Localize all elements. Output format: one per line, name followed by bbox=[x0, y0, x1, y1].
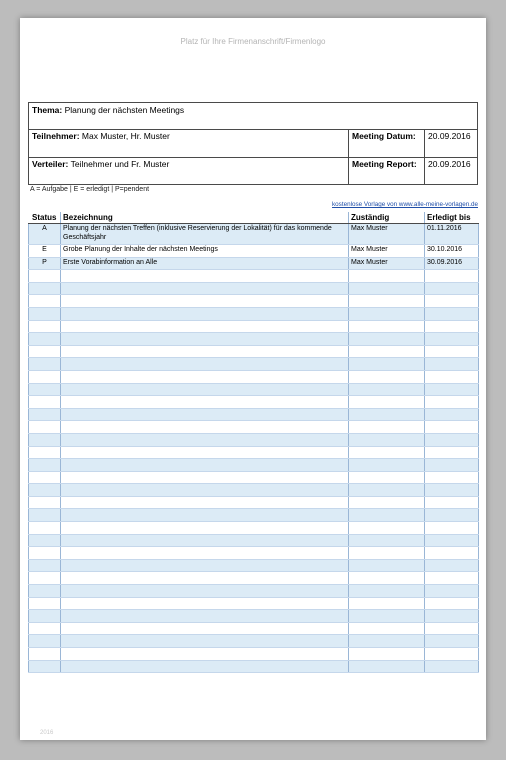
responsible-cell[interactable] bbox=[349, 585, 425, 598]
distribution-row bbox=[29, 157, 477, 184]
responsible-cell[interactable] bbox=[349, 295, 425, 308]
status-cell[interactable] bbox=[29, 408, 61, 421]
footer-mark: 2016 bbox=[40, 730, 54, 736]
responsible-cell[interactable] bbox=[349, 509, 425, 522]
empty-table-row bbox=[29, 282, 479, 295]
empty-table-row bbox=[29, 307, 479, 320]
empty-table-row bbox=[29, 534, 479, 547]
due-date-cell[interactable] bbox=[425, 572, 479, 585]
due-date-cell[interactable] bbox=[425, 282, 479, 295]
status-cell[interactable] bbox=[29, 635, 61, 648]
description-cell[interactable] bbox=[61, 307, 349, 320]
responsible-cell[interactable] bbox=[349, 282, 425, 295]
due-date-cell[interactable]: 30.10.2016 bbox=[425, 245, 479, 258]
empty-table-row bbox=[29, 572, 479, 585]
empty-table-row bbox=[29, 610, 479, 623]
status-cell[interactable] bbox=[29, 370, 61, 383]
task-table bbox=[28, 212, 479, 673]
status-cell[interactable] bbox=[29, 295, 61, 308]
empty-table-row bbox=[29, 660, 479, 673]
status-cell[interactable] bbox=[29, 307, 61, 320]
due-date-cell[interactable] bbox=[425, 585, 479, 598]
description-cell[interactable] bbox=[61, 383, 349, 396]
responsible-cell[interactable] bbox=[349, 610, 425, 623]
responsible-cell[interactable] bbox=[349, 572, 425, 585]
description-cell[interactable] bbox=[61, 534, 349, 547]
report-date-value: 20.09.2016 bbox=[428, 159, 471, 169]
column-header-responsible: Zuständig bbox=[349, 212, 425, 224]
description-cell[interactable] bbox=[61, 333, 349, 346]
participants-label: Teilnehmer: bbox=[32, 131, 80, 141]
distribution-label: Verteiler: bbox=[32, 159, 69, 169]
description-cell[interactable] bbox=[61, 572, 349, 585]
responsible-cell[interactable]: Max Muster bbox=[349, 257, 425, 270]
responsible-cell[interactable] bbox=[349, 270, 425, 283]
responsible-cell[interactable] bbox=[349, 648, 425, 661]
empty-table-row bbox=[29, 522, 479, 535]
status-cell[interactable] bbox=[29, 622, 61, 635]
empty-table-row bbox=[29, 333, 479, 346]
due-date-cell[interactable] bbox=[425, 635, 479, 648]
responsible-cell[interactable] bbox=[349, 408, 425, 421]
empty-table-row bbox=[29, 358, 479, 371]
topic-row bbox=[29, 103, 477, 130]
due-date-cell[interactable] bbox=[425, 345, 479, 358]
status-cell[interactable] bbox=[29, 559, 61, 572]
description-cell[interactable] bbox=[61, 648, 349, 661]
empty-table-row bbox=[29, 648, 479, 661]
empty-table-row bbox=[29, 635, 479, 648]
status-cell[interactable] bbox=[29, 459, 61, 472]
meeting-header-box bbox=[28, 102, 478, 185]
responsible-cell[interactable] bbox=[349, 622, 425, 635]
empty-table-row bbox=[29, 597, 479, 610]
status-cell[interactable] bbox=[29, 471, 61, 484]
status-cell[interactable] bbox=[29, 320, 61, 333]
document-page bbox=[20, 18, 486, 740]
status-cell[interactable] bbox=[29, 396, 61, 409]
description-cell[interactable] bbox=[61, 459, 349, 472]
responsible-cell[interactable] bbox=[349, 307, 425, 320]
responsible-cell[interactable] bbox=[349, 421, 425, 434]
description-cell[interactable] bbox=[61, 509, 349, 522]
due-date-cell[interactable] bbox=[425, 547, 479, 560]
due-date-cell[interactable] bbox=[425, 660, 479, 673]
description-cell[interactable] bbox=[61, 522, 349, 535]
due-date-cell[interactable] bbox=[425, 534, 479, 547]
description-cell[interactable] bbox=[61, 433, 349, 446]
due-date-cell[interactable] bbox=[425, 610, 479, 623]
topic-label: Thema: bbox=[32, 105, 63, 115]
responsible-cell[interactable]: Max Muster bbox=[349, 224, 425, 245]
due-date-cell[interactable] bbox=[425, 396, 479, 409]
status-cell[interactable] bbox=[29, 270, 61, 283]
due-date-cell[interactable] bbox=[425, 522, 479, 535]
empty-table-row bbox=[29, 433, 479, 446]
status-cell[interactable] bbox=[29, 610, 61, 623]
status-legend: A = Aufgabe | E = erledigt | P=pendent bbox=[30, 186, 150, 193]
description-cell[interactable] bbox=[61, 496, 349, 509]
empty-table-row bbox=[29, 509, 479, 522]
status-cell[interactable] bbox=[29, 345, 61, 358]
due-date-cell[interactable] bbox=[425, 307, 479, 320]
empty-table-row bbox=[29, 559, 479, 572]
status-cell[interactable] bbox=[29, 572, 61, 585]
responsible-cell[interactable] bbox=[349, 446, 425, 459]
responsible-cell[interactable] bbox=[349, 370, 425, 383]
status-cell[interactable] bbox=[29, 509, 61, 522]
meeting-date-value: 20.09.2016 bbox=[428, 131, 471, 141]
empty-table-row bbox=[29, 383, 479, 396]
column-header-status: Status bbox=[29, 212, 61, 224]
empty-table-row bbox=[29, 320, 479, 333]
description-cell[interactable] bbox=[61, 370, 349, 383]
description-cell[interactable] bbox=[61, 547, 349, 560]
due-date-cell[interactable] bbox=[425, 320, 479, 333]
due-date-cell[interactable] bbox=[425, 421, 479, 434]
table-row bbox=[29, 257, 479, 270]
status-cell[interactable] bbox=[29, 585, 61, 598]
due-date-cell[interactable] bbox=[425, 383, 479, 396]
empty-table-row bbox=[29, 585, 479, 598]
description-cell[interactable] bbox=[61, 610, 349, 623]
table-row bbox=[29, 224, 479, 245]
template-link[interactable]: kostenlose Vorlage von www.alle-meine-vorlagen.de bbox=[332, 201, 478, 208]
due-date-cell[interactable] bbox=[425, 471, 479, 484]
description-cell[interactable] bbox=[61, 396, 349, 409]
status-cell[interactable] bbox=[29, 358, 61, 371]
description-cell[interactable]: Planung der nächsten Treffen (inklusive Reservierung der Lokalität) für das kommende Geschäftsjahr bbox=[61, 224, 349, 245]
description-cell[interactable] bbox=[61, 345, 349, 358]
status-cell[interactable] bbox=[29, 660, 61, 673]
responsible-cell[interactable] bbox=[349, 660, 425, 673]
empty-table-row bbox=[29, 496, 479, 509]
empty-table-row bbox=[29, 295, 479, 308]
company-logo-placeholder: Platz für Ihre Firmenanschrift/Firmenlogo bbox=[180, 37, 326, 46]
status-cell[interactable] bbox=[29, 597, 61, 610]
empty-table-row bbox=[29, 622, 479, 635]
due-date-cell[interactable] bbox=[425, 370, 479, 383]
empty-table-row bbox=[29, 471, 479, 484]
status-cell[interactable] bbox=[29, 383, 61, 396]
due-date-cell[interactable] bbox=[425, 333, 479, 346]
status-cell[interactable] bbox=[29, 484, 61, 497]
responsible-cell[interactable] bbox=[349, 396, 425, 409]
status-cell[interactable] bbox=[29, 333, 61, 346]
status-cell[interactable] bbox=[29, 421, 61, 434]
description-cell[interactable] bbox=[61, 471, 349, 484]
responsible-cell[interactable] bbox=[349, 383, 425, 396]
description-cell[interactable] bbox=[61, 635, 349, 648]
responsible-cell[interactable] bbox=[349, 496, 425, 509]
status-cell[interactable] bbox=[29, 446, 61, 459]
empty-table-row bbox=[29, 396, 479, 409]
responsible-cell[interactable] bbox=[349, 547, 425, 560]
table-header-row bbox=[29, 212, 479, 224]
due-date-cell[interactable] bbox=[425, 484, 479, 497]
responsible-cell[interactable] bbox=[349, 635, 425, 648]
responsible-cell[interactable]: Max Muster bbox=[349, 245, 425, 258]
description-cell[interactable] bbox=[61, 585, 349, 598]
due-date-cell[interactable] bbox=[425, 433, 479, 446]
description-cell[interactable] bbox=[61, 358, 349, 371]
due-date-cell[interactable] bbox=[425, 559, 479, 572]
responsible-cell[interactable] bbox=[349, 522, 425, 535]
description-cell[interactable] bbox=[61, 295, 349, 308]
report-label: Meeting Report: bbox=[352, 159, 417, 169]
due-date-cell[interactable] bbox=[425, 358, 479, 371]
status-cell[interactable] bbox=[29, 433, 61, 446]
status-cell[interactable]: A bbox=[29, 224, 61, 245]
empty-table-row bbox=[29, 408, 479, 421]
description-cell[interactable] bbox=[61, 282, 349, 295]
distribution-value: Teilnehmer und Fr. Muster bbox=[70, 159, 170, 169]
description-cell[interactable]: Erste Vorabinformation an Alle bbox=[61, 257, 349, 270]
topic-value: Planung der nächsten Meetings bbox=[64, 105, 185, 115]
column-header-description: Bezeichnung bbox=[61, 212, 349, 224]
responsible-cell[interactable] bbox=[349, 320, 425, 333]
due-date-cell[interactable] bbox=[425, 446, 479, 459]
table-row bbox=[29, 245, 479, 258]
description-cell[interactable] bbox=[61, 320, 349, 333]
responsible-cell[interactable] bbox=[349, 459, 425, 472]
due-date-cell[interactable]: 30.09.2016 bbox=[425, 257, 479, 270]
participants-row bbox=[29, 129, 477, 158]
due-date-cell[interactable] bbox=[425, 648, 479, 661]
due-date-cell[interactable] bbox=[425, 622, 479, 635]
description-cell[interactable] bbox=[61, 622, 349, 635]
due-date-cell[interactable] bbox=[425, 597, 479, 610]
status-cell[interactable] bbox=[29, 648, 61, 661]
due-date-cell[interactable]: 01.11.2016 bbox=[425, 224, 479, 245]
status-cell[interactable] bbox=[29, 496, 61, 509]
responsible-cell[interactable] bbox=[349, 471, 425, 484]
empty-table-row bbox=[29, 459, 479, 472]
participants-value: Max Muster, Hr. Muster bbox=[81, 131, 170, 141]
due-date-cell[interactable] bbox=[425, 270, 479, 283]
responsible-cell[interactable] bbox=[349, 358, 425, 371]
responsible-cell[interactable] bbox=[349, 433, 425, 446]
column-header-due: Erledigt bis bbox=[425, 212, 479, 224]
responsible-cell[interactable] bbox=[349, 559, 425, 572]
description-cell[interactable] bbox=[61, 421, 349, 434]
responsible-cell[interactable] bbox=[349, 484, 425, 497]
empty-table-row bbox=[29, 484, 479, 497]
due-date-cell[interactable] bbox=[425, 408, 479, 421]
responsible-cell[interactable] bbox=[349, 333, 425, 346]
description-cell[interactable] bbox=[61, 559, 349, 572]
status-cell[interactable] bbox=[29, 534, 61, 547]
description-cell[interactable] bbox=[61, 597, 349, 610]
description-cell[interactable] bbox=[61, 484, 349, 497]
empty-table-row bbox=[29, 370, 479, 383]
responsible-cell[interactable] bbox=[349, 534, 425, 547]
status-cell[interactable] bbox=[29, 282, 61, 295]
description-cell[interactable]: Grobe Planung der Inhalte der nächsten Meetings bbox=[61, 245, 349, 258]
due-date-cell[interactable] bbox=[425, 509, 479, 522]
empty-table-row bbox=[29, 547, 479, 560]
description-cell[interactable] bbox=[61, 660, 349, 673]
description-cell[interactable] bbox=[61, 408, 349, 421]
meeting-date-label: Meeting Datum: bbox=[352, 131, 416, 141]
status-cell[interactable]: E bbox=[29, 245, 61, 258]
due-date-cell[interactable] bbox=[425, 295, 479, 308]
status-cell[interactable] bbox=[29, 522, 61, 535]
empty-table-row bbox=[29, 421, 479, 434]
status-cell[interactable]: P bbox=[29, 257, 61, 270]
description-cell[interactable] bbox=[61, 446, 349, 459]
due-date-cell[interactable] bbox=[425, 496, 479, 509]
empty-table-row bbox=[29, 270, 479, 283]
description-cell[interactable] bbox=[61, 270, 349, 283]
task-table-body bbox=[29, 224, 479, 673]
empty-table-row bbox=[29, 345, 479, 358]
responsible-cell[interactable] bbox=[349, 597, 425, 610]
status-cell[interactable] bbox=[29, 547, 61, 560]
responsible-cell[interactable] bbox=[349, 345, 425, 358]
due-date-cell[interactable] bbox=[425, 459, 479, 472]
empty-table-row bbox=[29, 446, 479, 459]
